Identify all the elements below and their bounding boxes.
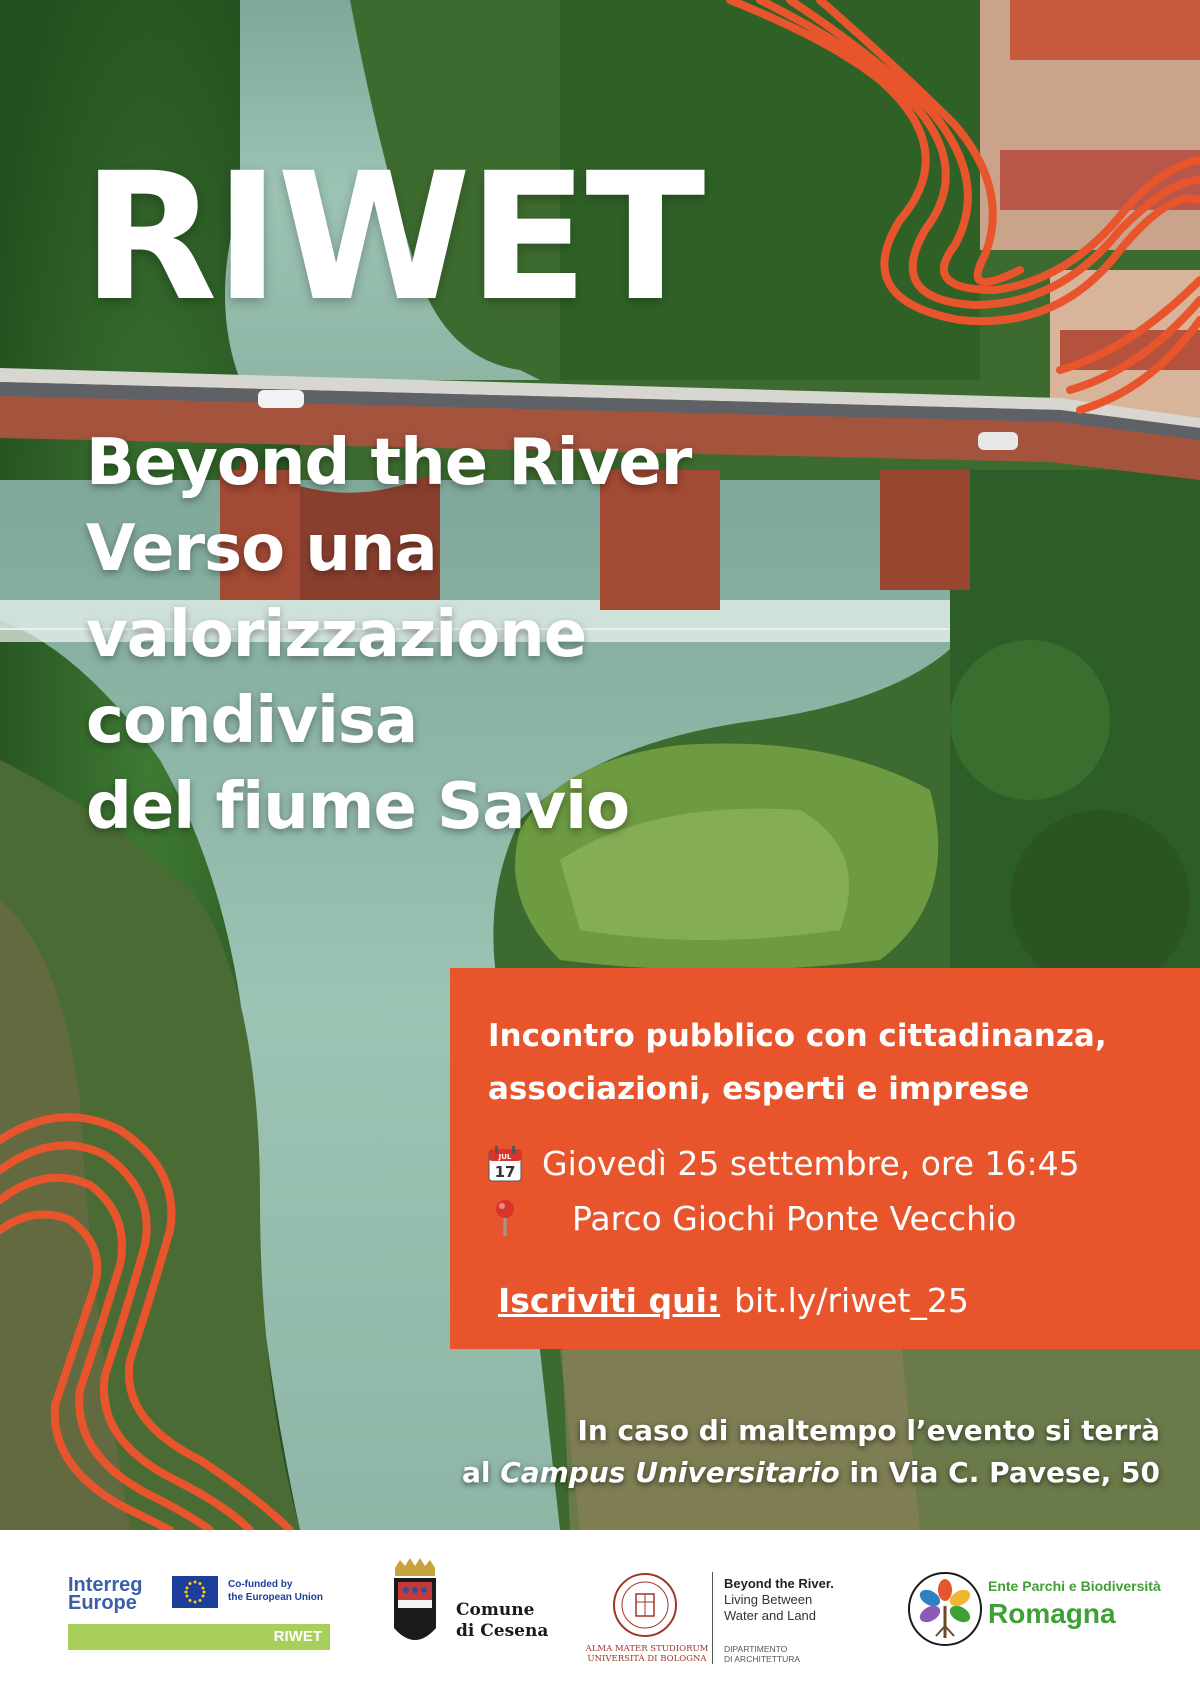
weather-notice [400, 1410, 1160, 1494]
unibo-project-line-3: Water and Land [724, 1608, 817, 1623]
cesena-crest-icon [390, 1558, 440, 1652]
calendar-day: 17 [494, 1162, 516, 1181]
event-date-row [488, 1144, 1080, 1183]
event-place: Parco Giochi Ponte Vecchio [572, 1198, 1017, 1238]
cesena-line-1: Comune [456, 1600, 535, 1620]
interreg-line-1: Interreg [68, 1574, 143, 1596]
event-info-box [450, 968, 1200, 1349]
event-headline: Incontro pubblico con cittadinanza, associazioni, esperti e imprese [488, 1018, 1107, 1107]
unibo-caption-line-2: UNIVERSITÀ DI BOLOGNA [587, 1654, 707, 1664]
weather-line-2: al Campus Universitario in Via C. Pavese, 50 [461, 1456, 1160, 1489]
unibo-dept-line-1: DIPARTIMENTO [724, 1644, 788, 1654]
cesena-line-2: di Cesena [456, 1621, 549, 1641]
calendar-month: JUL [498, 1152, 512, 1161]
eu-flag-icon [172, 1576, 218, 1608]
map-pin-icon [490, 1198, 520, 1238]
unibo-caption-line-1: ALMA MATER STUDIORUM [585, 1644, 709, 1654]
signup-link[interactable]: bit.ly/riwet_25 [734, 1281, 969, 1320]
ente-parchi-romagna-logo [906, 1570, 1176, 1660]
weather-line-1: In caso di maltempo l’evento si terrà [577, 1414, 1160, 1447]
unibo-project-title: Beyond the River. [724, 1576, 834, 1591]
romagna-line-2: Romagna [988, 1598, 1116, 1629]
subtitle-line: del fiume Savio [86, 770, 630, 844]
signup-label[interactable]: Iscriviti qui: [498, 1281, 721, 1320]
flower-tree-icon [906, 1570, 984, 1648]
event-date: Giovedì 25 settembre, ore 16:45 [542, 1144, 1080, 1183]
signup-row [488, 1281, 969, 1320]
riwet-project-bar: RIWET [68, 1624, 330, 1650]
unibo-seal-icon [612, 1572, 678, 1638]
subtitle-line: valorizzazione [86, 598, 587, 672]
eu-cofunded-line-1: Co-funded by [228, 1579, 293, 1590]
romagna-line-1: Ente Parchi e Biodiversità [988, 1578, 1161, 1594]
partner-logos-footer [0, 1530, 1200, 1697]
page-title: RIWET [82, 135, 703, 340]
unibo-dept-line-2: DI ARCHITETTURA [724, 1654, 801, 1664]
calendar-icon [488, 1146, 522, 1182]
interreg-line-2: Europe [68, 1592, 137, 1614]
subtitle-line: condivisa [86, 684, 418, 758]
event-subtitle [86, 420, 726, 850]
subtitle-line: Beyond the River [86, 426, 692, 500]
subtitle-line: Verso una [86, 512, 437, 586]
eu-cofunded-line-2: the European Union [228, 1592, 323, 1603]
divider [712, 1572, 713, 1664]
unibo-architettura-logo [582, 1572, 882, 1672]
comune-di-cesena-logo [390, 1558, 550, 1658]
campus-name: Campus Universitario [500, 1456, 840, 1489]
event-place-row [488, 1198, 1016, 1238]
interreg-europe-logo [68, 1576, 338, 1686]
unibo-project-line-2: Living Between [724, 1592, 813, 1607]
